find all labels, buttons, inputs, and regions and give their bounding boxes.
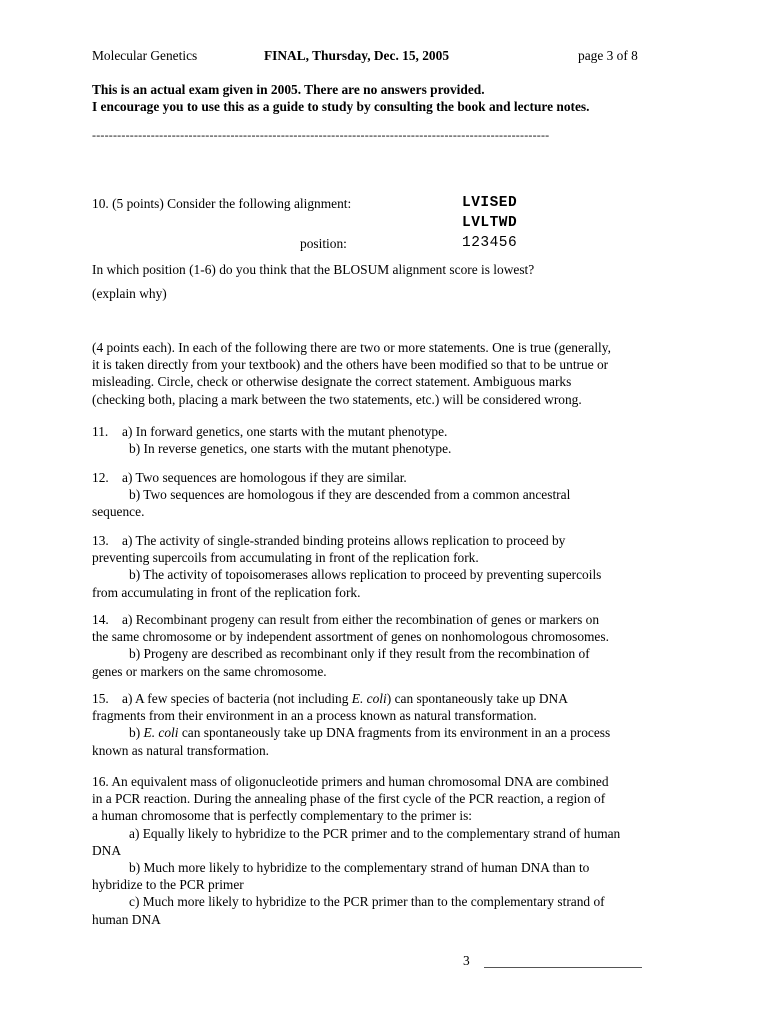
course-title: Molecular Genetics: [92, 48, 198, 63]
q13-number: 13.: [92, 533, 109, 548]
q10-prompt: 10. (5 points) Consider the following alignment:: [92, 196, 352, 211]
q15-option-a[interactable]: [122, 691, 568, 706]
q15-number: 15.: [92, 691, 109, 706]
instructions-line: (4 points each). In each of the following there are two or more statements. One is true (generally,: [92, 340, 611, 355]
initials-line[interactable]: [484, 967, 642, 968]
q14-option-b-continued: genes or markers on the same chromosome.: [92, 663, 327, 679]
q13-option-a[interactable]: a) The activity of single-stranded binding proteins allows replication to proceed by: [122, 533, 566, 548]
q16-option-a[interactable]: a) Equally likely to hybridize to the PCR primer and to the complementary strand of human: [129, 825, 621, 841]
q16-option-a-continued: DNA: [92, 842, 122, 858]
q15-option-b-continued: known as natural transformation.: [92, 742, 270, 758]
notice-line-1: This is an actual exam given in 2005. There are no answers provided.: [92, 82, 485, 97]
q12-option-b[interactable]: b) Two sequences are homologous if they are descended from a common ancestral: [129, 487, 571, 503]
question-14: [92, 611, 698, 680]
q13-option-b-continued: from accumulating in front of the replication fork.: [92, 584, 361, 600]
q16-stem-line: 16. An equivalent mass of oligonucleotide primers and human chromosomal DNA are combined: [92, 774, 609, 789]
q10-position-label: position:: [300, 236, 347, 251]
q15-option-b[interactable]: [92, 724, 698, 741]
page-indicator: page 3 of 8: [578, 48, 638, 63]
q11-option-a[interactable]: a) In forward genetics, one starts with the mutant phenotype.: [122, 424, 448, 439]
q13-option-b[interactable]: b) The activity of topoisomerases allows replication to proceed by preventing supercoils: [129, 567, 602, 583]
q14-option-a-continued: the same chromosome or by independent assortment of genes on nonhomologous chromosomes.: [92, 629, 609, 645]
q12-option-a[interactable]: a) Two sequences are homologous if they are similar.: [122, 470, 407, 485]
question-13: [92, 532, 698, 601]
q16-stem-line: in a PCR reaction. During the annealing phase of the first cycle of the PCR reaction, a region of: [92, 791, 606, 807]
q11-number: 11.: [92, 424, 109, 439]
footer-page-number: 3: [463, 953, 470, 968]
q16-option-b[interactable]: b) Much more likely to hybridize to the complementary strand of human DNA than to: [129, 860, 590, 876]
q11-option-b[interactable]: b) In reverse genetics, one starts with the mutant phenotype.: [129, 441, 452, 457]
q15-option-a-species: E. coli: [351, 691, 387, 706]
q10-question: In which position (1-6) do you think that the BLOSUM alignment score is lowest?: [92, 262, 535, 277]
q15-option-a-text: a) A few species of bacteria (not including: [122, 691, 352, 706]
instructions-line: (checking both, placing a mark between the two statements, etc.) will be considered wrong.: [92, 391, 582, 407]
question-12: [92, 469, 698, 521]
question-11: [92, 423, 698, 457]
question-15: [92, 690, 698, 759]
q15-option-b-text: can spontaneously take up DNA fragments from its environment in an a process: [178, 725, 611, 741]
q14-option-b[interactable]: b) Progeny are described as recombinant only if they result from the recombination of: [129, 646, 590, 662]
q16-option-b-continued: hybridize to the PCR primer: [92, 877, 244, 893]
q10-explain: (explain why): [92, 286, 167, 301]
q15-option-b-species: E. coli: [143, 725, 179, 741]
q12-number: 12.: [92, 470, 109, 485]
instructions-line: misleading. Circle, check or otherwise designate the correct statement. Ambiguous marks: [92, 374, 572, 390]
question-16: [92, 773, 698, 928]
q16-option-c-continued: human DNA: [92, 911, 161, 927]
q15-option-a-text-end: ) can spontaneously take up DNA: [386, 691, 568, 706]
q10-sequence-1: LVISED: [462, 195, 518, 211]
q10-positions: 123456: [462, 235, 518, 251]
instructions-line: it is taken directly from your textbook) and the others have been modified so that to be untrue or: [92, 357, 609, 373]
q16-stem-line: a human chromosome that is perfectly complementary to the primer is:: [92, 808, 473, 824]
q12-option-b-continued: sequence.: [92, 504, 145, 520]
q16-option-c[interactable]: c) Much more likely to hybridize to the PCR primer than to the complementary strand of: [129, 894, 605, 910]
q15-option-a-continued: fragments from their environment in an a process known as natural transformation.: [92, 708, 537, 724]
q10-sequence-2: LVLTWD: [462, 215, 518, 231]
q13-option-a-continued: preventing supercoils from accumulating in front of the replication fork.: [92, 550, 479, 566]
q14-option-a[interactable]: a) Recombinant progeny can result from either the recombination of genes or markers on: [122, 612, 600, 627]
instructions: [92, 339, 698, 408]
q14-number: 14.: [92, 612, 109, 627]
exam-title: FINAL, Thursday, Dec. 15, 2005: [264, 48, 450, 63]
divider: -------------------------------------------------------------------------------------------------------------: [92, 128, 550, 142]
q15-option-b-label: b): [129, 725, 144, 741]
notice-line-2: I encourage you to use this as a guide to study by consulting the book and lecture notes.: [92, 99, 590, 114]
